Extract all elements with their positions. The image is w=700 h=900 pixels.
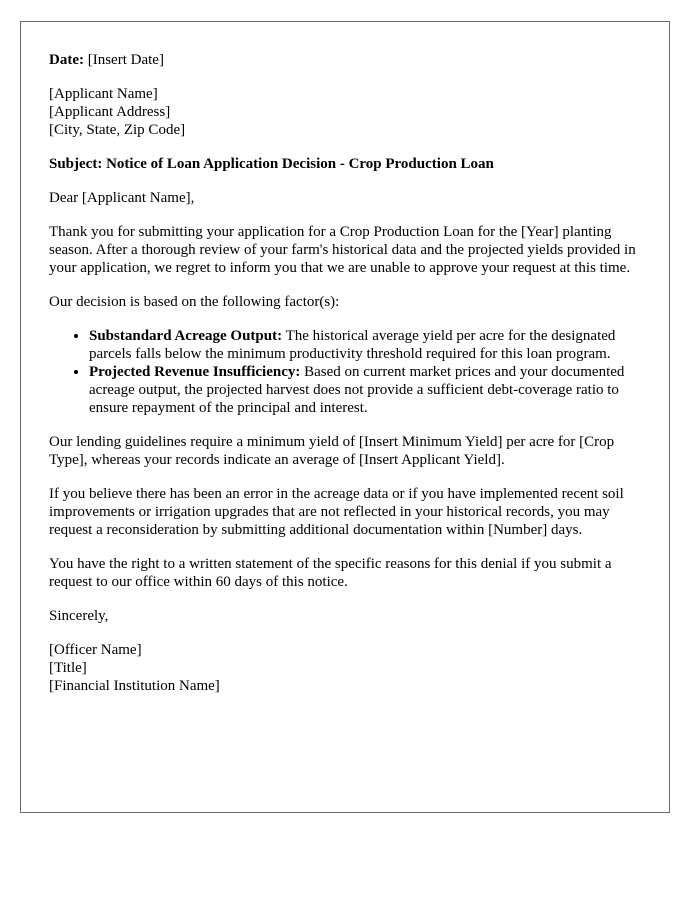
factor-title: Projected Revenue Insufficiency: <box>89 364 301 380</box>
date-line <box>49 51 649 69</box>
factors-intro: Our decision is based on the following factor(s): <box>49 294 340 310</box>
signature-block <box>49 641 649 695</box>
applicant-address: [Applicant Address] <box>49 104 171 120</box>
salutation: Dear [Applicant Name], <box>49 190 195 206</box>
letter-page <box>20 21 670 813</box>
factors-list <box>49 327 649 417</box>
officer-name: [Officer Name] <box>49 642 142 658</box>
subject-line: Subject: Notice of Loan Application Decision - Crop Production Loan <box>49 156 494 172</box>
applicant-address-block <box>49 85 649 139</box>
factor-text: The historical average yield per acre for the designated parcels falls below the minimum productivity threshold required for this loan program. <box>89 328 616 362</box>
institution-name: [Financial Institution Name] <box>49 678 220 694</box>
applicant-city-state-zip: [City, State, Zip Code] <box>49 122 186 138</box>
intro-paragraph: Thank you for submitting your application for a Crop Production Loan for the [Year] planting season. After a thorough review of your farm's historical data and the projected yields provided in your application, we regret to inform you that we are unable to approve your request at this time. <box>49 224 636 276</box>
applicant-name: [Applicant Name] <box>49 86 158 102</box>
date-label: Date: <box>49 52 84 68</box>
closing: Sincerely, <box>49 608 109 624</box>
officer-title: [Title] <box>49 660 87 676</box>
reconsideration-paragraph: If you believe there has been an error in the acreage data or if you have implemented recent soil improvements or irrigation upgrades that are not reflected in your historical records, you may request a reconsideration by submitting additional documentation within [Number] days. <box>49 486 624 538</box>
factor-title: Substandard Acreage Output: <box>89 328 283 344</box>
factor-item-revenue-insufficiency <box>89 363 649 417</box>
guidelines-paragraph: Our lending guidelines require a minimum yield of [Insert Minimum Yield] per acre for [Crop Type], whereas your records indicate an average of [Insert Applicant Yield]. <box>49 434 615 468</box>
rights-paragraph: You have the right to a written statement of the specific reasons for this denial if you submit a request to our office within 60 days of this notice. <box>49 556 612 590</box>
factor-text: Based on current market prices and your documented acreage output, the projected harvest does not provide a sufficient debt-coverage ratio to ensure repayment of the principal and interest. <box>89 364 625 416</box>
factor-item-substandard-acreage <box>89 327 649 363</box>
date-value: [Insert Date] <box>83 52 164 68</box>
